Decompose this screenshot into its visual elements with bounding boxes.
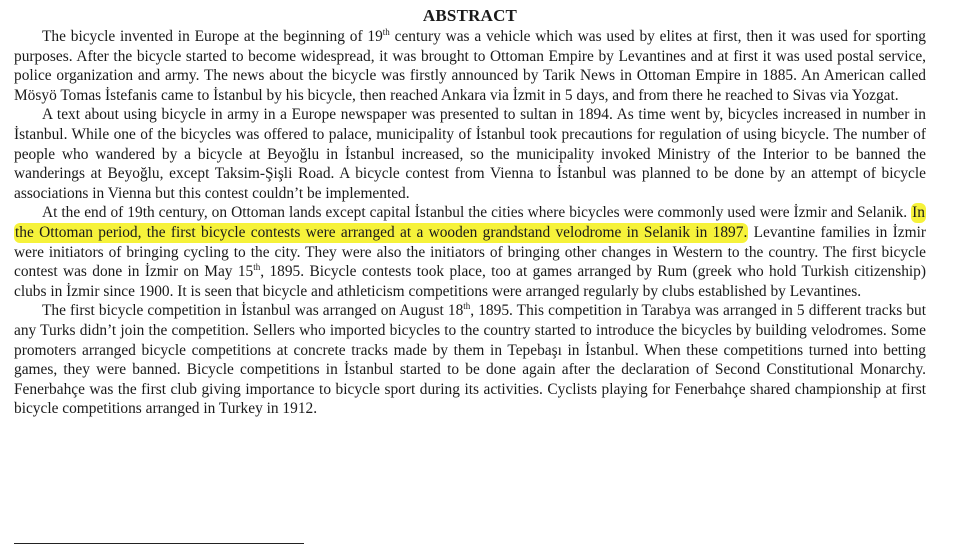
ordinal-superscript: th <box>253 262 261 272</box>
paragraph-4-text-b: , 1895. This competition in Tarabya was arranged in 5 different tracks but any Turks didn’t join the competition. Sellers who imported bicycles to the country started to introduce the bicycles by building velodromes. Some promoters arranged bicycle competitions at concrete tracks made by them in Tepebaşı in İstanbul. When these competitions turned into betting games, they were banned. Bicycle competitions in İstanbul started to be done again after the declaration of Second Constitutional Monarchy. Fenerbahçe was the first club giving importance to bicycle sport during its activities. Cyclists playing for Fenerbahçe shared championship at first bicycle competitions arranged in Turkey in 1912. <box>14 302 927 418</box>
paragraph-3-text-b: Levantine families in İzmir were initiators of bringing cycling to the city. They were also the initiators of bringing other changes in Western to the country. The first bicycle contest was done in İzmir on May 15 <box>14 223 926 281</box>
paragraph-1-text-a: The bicycle invented in Europe at the beginning of 19 <box>42 28 383 45</box>
paragraph-1-text-b: century was a vehicle which was used by elites at first, then it was used for sporting purposes. After the bicycle started to become widespread, it was brought to Ottoman Empire by Levantines and at first it was used postal service, police organization and army. The news about the bicycle was firstly announced by Tarik News in Ottoman Empire in 1885. An American called Mösyö Tomas İstefanis came to İstanbul by his bicycle, then reached Ankara via İzmit in 5 days, and from there he reached to Sivas via Yozgat. <box>14 28 926 104</box>
paragraph-2 <box>14 105 926 203</box>
paragraph-3 <box>14 203 926 301</box>
paragraph-2-text: A text about using bicycle in army in a Europe newspaper was presented to sultan in 1894. As time went by, bicycles increased in number in İstanbul. While one of the bicycles was offered to palace, municipality of İstanbul took precautions for regulation of using bicycle. The number of people who wandered by a bicycle at Beyoğlu in İstanbul increased, so the municipality invoked Ministry of the Interior to be banned the wanderings at Beyoğlu, except Taksim-Şişli Road. A bicycle contest from Vienna to İstanbul was planned to be done by an attempt of bicycle associations in Vienna but this contest couldn’t be implemented. <box>14 106 926 202</box>
paragraph-3-text-a: At the end of 19th century, on Ottoman lands except capital İstanbul the cities where bicycles were commonly used were İzmir and Selanik. <box>42 204 912 222</box>
paragraph-4-text-a: The first bicycle competition in İstanbul was arranged on August 18 <box>42 302 464 320</box>
paragraph-4 <box>14 301 926 419</box>
footnote-separator-line <box>14 543 304 544</box>
abstract-page <box>14 6 926 419</box>
ordinal-superscript: th <box>382 26 390 37</box>
highlighted-sentence: In the Ottoman period, the first bicycle contests were arranged at a wooden grandstand velodrome in Selanik in 1897. <box>15 204 925 241</box>
paragraph-3-text-c: , 1895. Bicycle contests took place, too at games arranged by Rum (greek who hold Turkish citizenship) clubs in İzmir since 1900. It is seen that bicycle and athleticism competitions were arranged regularly by clubs established by Levantines. <box>14 263 926 300</box>
abstract-title: ABSTRACT <box>422 6 518 25</box>
ordinal-superscript: th <box>463 301 471 312</box>
paragraph-1 <box>14 27 926 105</box>
